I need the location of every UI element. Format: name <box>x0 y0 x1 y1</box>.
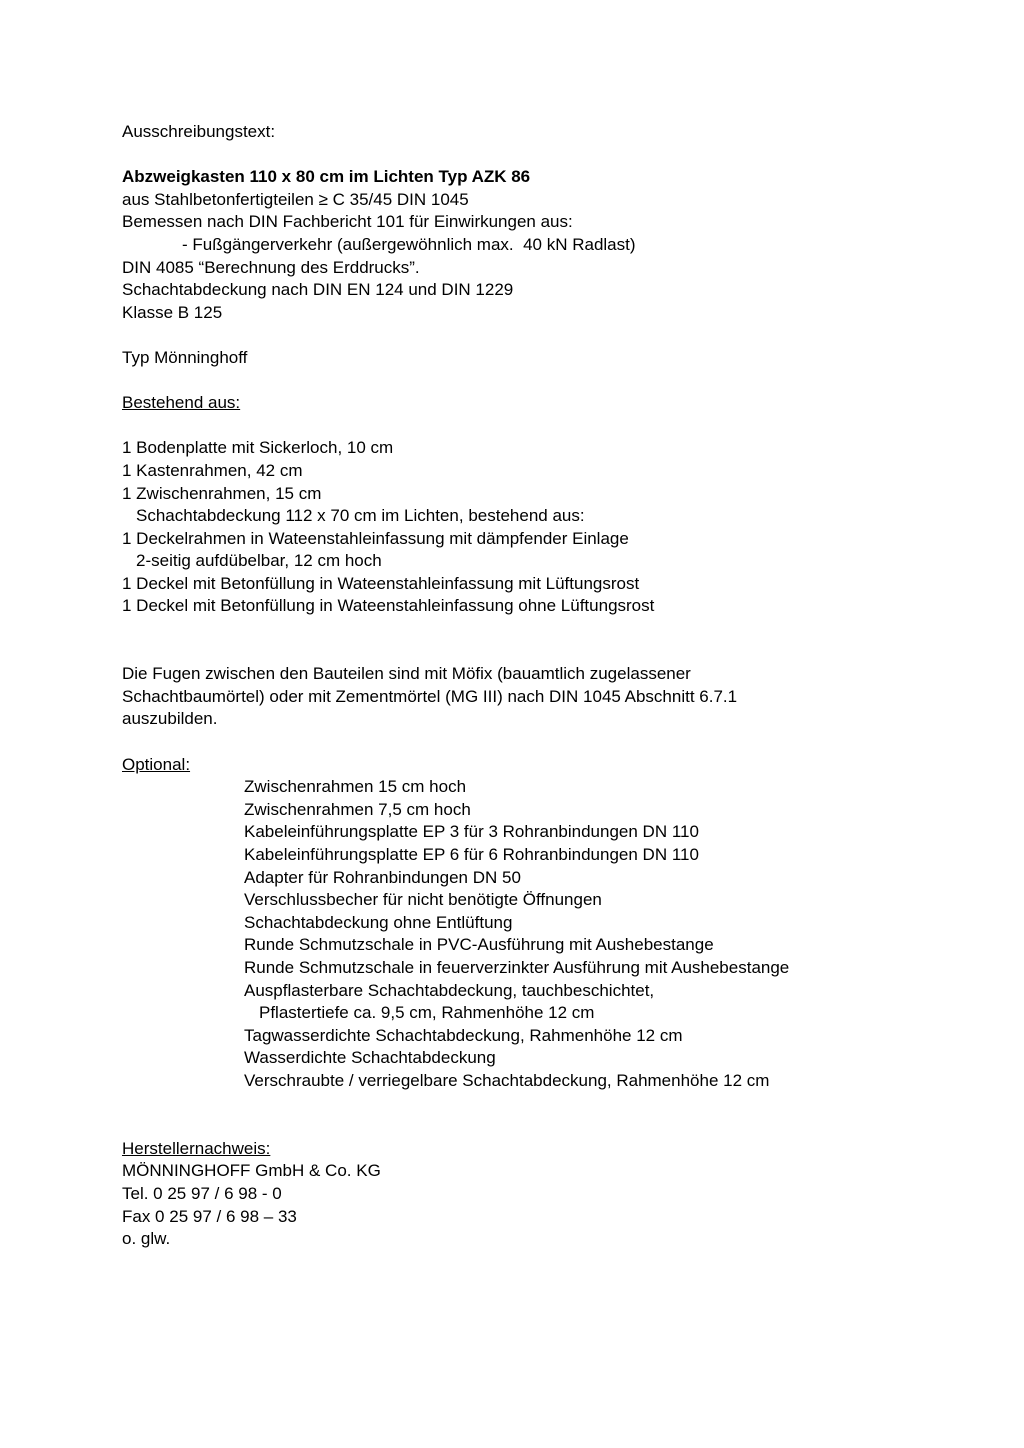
optional-item: Wasserdichte Schachtabdeckung <box>244 1048 496 1068</box>
composition-item: 1 Deckelrahmen in Wateenstahleinfassung mit dämpfender Einlage <box>122 528 629 548</box>
spec-line: Klasse B 125 <box>122 302 223 322</box>
spacer <box>122 731 962 754</box>
optional-item: Kabeleinführungsplatte EP 6 für 6 Rohranbindungen DN 110 <box>244 845 699 864</box>
optional-item: Zwischenrahmen 15 cm hoch <box>244 777 467 797</box>
optional-item: Kabeleinführungsplatte EP 3 für 3 Rohranbindungen DN 110 <box>244 822 699 842</box>
manufacturer-equivalent: o. glw. <box>122 1229 171 1249</box>
manufacturer-fax: Fax 0 25 97 / 6 98 – 33 <box>122 1206 297 1226</box>
spacer <box>122 324 962 347</box>
optional-item: Pflastertiefe ca. 9,5 cm, Rahmenhöhe 12 cm <box>259 1003 595 1023</box>
optional-item: Adapter für Rohranbindungen DN 50 <box>244 867 521 887</box>
optional-item: Verschlussbecher für nicht benötigte Öffnungen <box>244 890 602 910</box>
composition-item: 1 Deckel mit Betonfüllung in Wateenstahleinfassung ohne Lüftungsrost <box>122 596 655 616</box>
optional-item: Schachtabdeckung ohne Entlüftung <box>244 912 513 932</box>
optional-heading: Optional: <box>122 754 191 774</box>
document-body <box>122 121 962 1251</box>
document-header: Ausschreibungstext: <box>122 122 276 141</box>
optional-item: Runde Schmutzschale in feuerverzinkter Ausführung mit Aushebestange <box>244 957 790 977</box>
composition-item: 1 Bodenplatte mit Sickerloch, 10 cm <box>122 438 394 458</box>
spacer <box>122 415 962 438</box>
optional-item: Verschraubte / verriegelbare Schachtabdeckung, Rahmenhöhe 12 cm <box>244 1070 770 1090</box>
composition-item: Schachtabdeckung 112 x 70 cm im Lichten, bestehend aus: <box>136 506 585 526</box>
manufacturer-name: MÖNNINGHOFF GmbH & Co. KG <box>122 1161 381 1181</box>
type-line: Typ Mönninghoff <box>122 347 248 367</box>
spacer <box>122 370 962 393</box>
spacer <box>122 144 962 167</box>
joints-paragraph-line: Schachtbaumörtel) oder mit Zementmörtel (MG III) nach DIN 1045 Abschnitt 6.7.1 <box>122 686 738 706</box>
manufacturer-heading: Herstellernachweis: <box>122 1138 271 1158</box>
spacer <box>122 1093 962 1138</box>
document-title: Abzweigkasten 110 x 80 cm im Lichten Typ AZK 86 <box>122 167 531 187</box>
spec-line: Bemessen nach DIN Fachbericht 101 für Einwirkungen aus: <box>122 212 573 232</box>
joints-paragraph-line: auszubilden. <box>122 709 218 729</box>
composition-heading: Bestehend aus: <box>122 393 241 413</box>
spec-line: Schachtabdeckung nach DIN EN 124 und DIN 1229 <box>122 280 514 300</box>
spacer <box>122 618 962 663</box>
composition-item: 2-seitig aufdübelbar, 12 cm hoch <box>136 551 382 571</box>
optional-item: Tagwasserdichte Schachtabdeckung, Rahmenhöhe 12 cm <box>244 1025 683 1045</box>
manufacturer-phone: Tel. 0 25 97 / 6 98 - 0 <box>122 1183 282 1203</box>
optional-item: Runde Schmutzschale in PVC-Ausführung mit Aushebestange <box>244 935 714 955</box>
spec-line: - Fußgängerverkehr (außergewöhnlich max. 40 kN Radlast) <box>182 234 636 254</box>
spec-line: aus Stahlbetonfertigteilen ≥ C 35/45 DIN 1045 <box>122 189 469 209</box>
optional-item: Zwischenrahmen 7,5 cm hoch <box>244 799 471 819</box>
joints-paragraph-line: Die Fugen zwischen den Bauteilen sind mit Möfix (bauamtlich zugelassener <box>122 664 691 684</box>
optional-item: Auspflasterbare Schachtabdeckung, tauchbeschichtet, <box>244 980 655 1000</box>
spec-line: DIN 4085 “Berechnung des Erddrucks”. <box>122 257 420 277</box>
composition-item: 1 Zwischenrahmen, 15 cm <box>122 483 322 503</box>
composition-item: 1 Kastenrahmen, 42 cm <box>122 460 303 480</box>
composition-item: 1 Deckel mit Betonfüllung in Wateenstahleinfassung mit Lüftungsrost <box>122 573 640 593</box>
